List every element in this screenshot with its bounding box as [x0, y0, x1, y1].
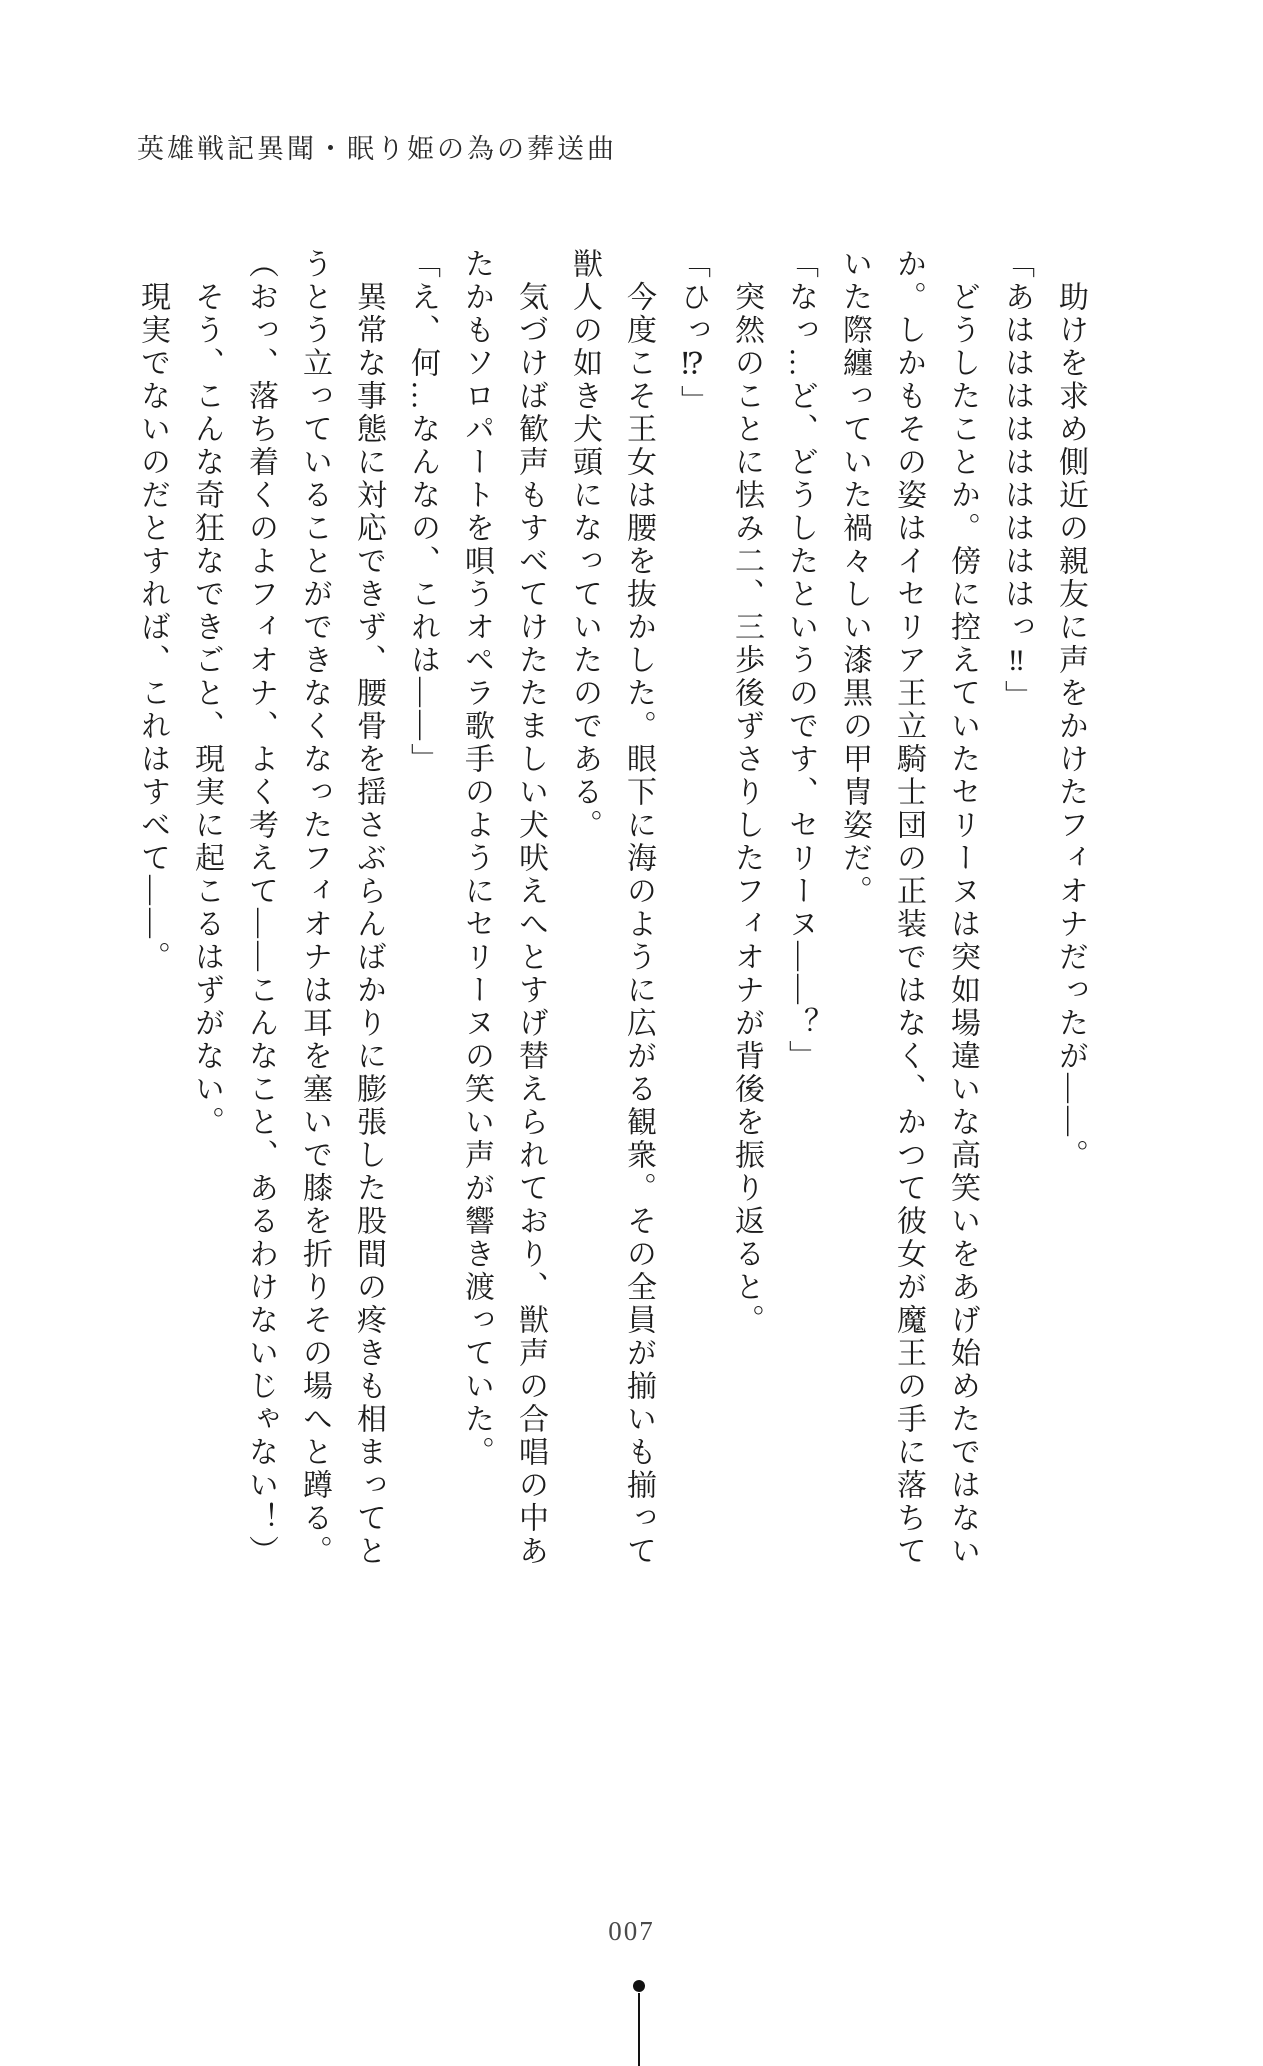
text-line-16: （おっ、落ち着くのよフィオナ、よく考えて――こんなこと、あるわけないじゃない！） — [244, 248, 277, 1568]
running-header-title: 英雄戦記異聞・眠り姫の為の葬送曲 — [137, 134, 617, 164]
text-line-13: 「え、何…なんなの、これは――」 — [406, 248, 439, 776]
text-line-9: 今度こそ王女は腰を抜かした。眼下に海のように広がる観衆。その全員が揃いも揃って — [622, 281, 655, 1568]
text-line-1: 助けを求め側近の親友に声をかけたフィオナだったが――。 — [1054, 281, 1087, 1172]
text-line-7: 突然のことに怯み二、三歩後ずさりしたフィオナが背後を振り返ると。 — [730, 281, 763, 1337]
text-line-4: か。しかもその姿はイセリア王立騎士団の正装ではなく、かつて彼女が魔王の手に落ちて — [892, 248, 925, 1568]
text-line-15: うとう立っていることができなくなったフィオナは耳を塞いで膝を折りその場へと蹲る。 — [298, 248, 331, 1568]
text-line-18: 現実でないのだとすれば、これはすべて――。 — [136, 281, 169, 974]
text-line-6: 「なっ…ど、どうしたというのです、セリーヌ――？」 — [784, 248, 817, 1073]
text-line-11: 気づけば歓声もすべてけたたましい犬吠えへとすげ替えられており、獣声の合唱の中あ — [514, 281, 547, 1568]
footer-line-mark — [638, 1993, 640, 2066]
page-number: 007 — [608, 1916, 655, 1946]
text-line-17: そう、こんな奇狂なできごと、現実に起こるはずがない。 — [190, 281, 223, 1139]
text-line-2: 「あはははははははははっ‼」 — [1000, 248, 1033, 713]
text-line-3: どうしたことか。傍に控えていたセリーヌは突如場違いな高笑いをあげ始めたではない — [946, 281, 979, 1568]
text-line-14: 異常な事態に対応できず、腰骨を揺さぶらんばかりに膨張した股間の疼きも相まってと — [352, 281, 385, 1568]
text-line-12: たかもソロパートを唄うオペラ歌手のようにセリーヌの笑い声が響き渡っていた。 — [460, 248, 493, 1469]
text-line-5: いた際纏っていた禍々しい漆黒の甲冑姿だ。 — [838, 248, 871, 908]
text-line-8: 「ひっ⁉」 — [676, 248, 709, 418]
footer-dot-mark — [633, 1980, 645, 1992]
vertical-text-block — [125, 248, 1097, 1608]
text-line-10: 獣人の如き犬頭になっていたのである。 — [568, 248, 601, 842]
